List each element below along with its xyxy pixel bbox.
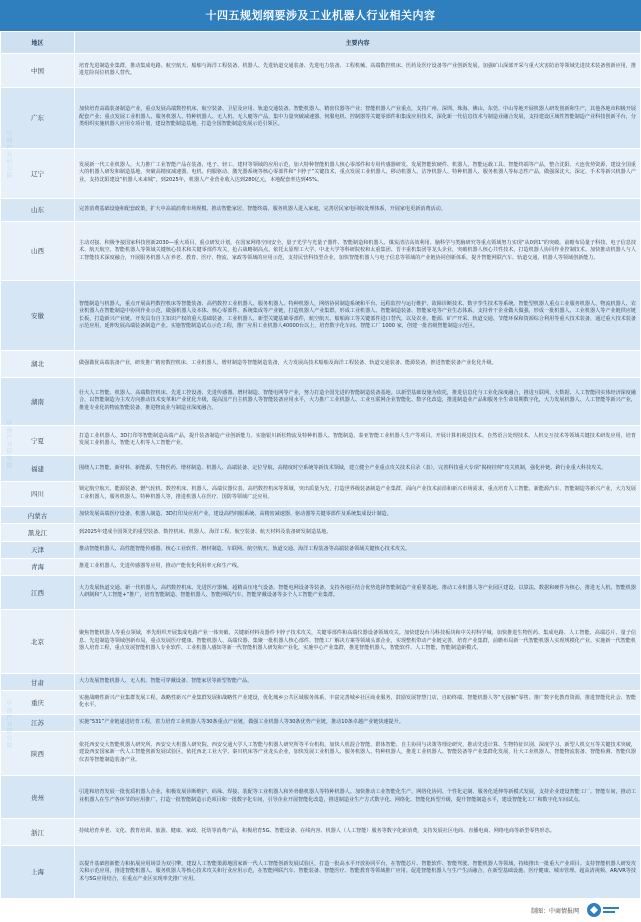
region-cell: 山西 (1, 221, 75, 280)
content-cell: 到2025年建成全国领先的重型装备、数控机床、机器人、海洋工程、航空装备、航天材料及装备研发制造基地。 (75, 524, 641, 541)
table-row (1, 775, 641, 819)
source-credit: 制图：中商情报网 (530, 908, 579, 915)
content-cell: 完善消费基础设施和配套政策，扩大中高端消费市场规模。推动智能家居、智能终端、服务机器人进入家庭，完善居民家电回收处理体系，开展家电更新消费活动。 (75, 198, 641, 221)
table-row (1, 198, 641, 221)
content-cell: 大力发展轨道交通、新一代机器人、高档数控机床、先进医疗器械、超精高压电气设备、智能电网设备等装备，支持各地区结合优势选择智能制造产业重要基地。推动工业机器人等产业园区建设。以算法、数据和硬件为核心，推进无人机、智能机器人研制和“人工智能+”推广，培育智能制造、智能机器人、智能网联汽车、智能穿戴设备等多个人工智能产业集群。 (75, 576, 641, 610)
company-logo-icon (585, 901, 621, 919)
table-row (1, 731, 641, 775)
content-cell: 推进工业机器人、先进传感器等应用，推动产能优化利用率元和生产线。 (75, 558, 641, 575)
table-row (1, 714, 641, 731)
region-cell: 山东 (1, 198, 75, 221)
table-body (1, 54, 641, 899)
table-row (1, 87, 641, 148)
content-cell: 聚焦智能机器人等重点领域，率先组织开展集成电路产业一体突破、关键新材料及器件卡脖子技术攻关，关键零部件和高端仪器设备领域攻关。加快建设台马科技板块和中关村科学城，加快推进生物医药、集成电路、人工智能、高端芯片、量子信息、先进制造等领域创新布局，重点发展医疗健康、智能机器人、高端仪器、集聚一批机器人核心部件、智能工厂解决方案等领域头部企业，实现整机带动产业链完善，培育产业集群，前瞻布局新一代智能机器人实现规模化产业。实施新一代智能机器人培育工程，重点发展智能机器人专业软件、工业机器人感知等新一代智能机器人研发和产业化，实施中心产业集群，推进智能机器人、智能软件、人工智能、智能制造新模式。 (75, 609, 641, 673)
region-cell: 宁夏 (1, 425, 75, 456)
table-row (1, 281, 641, 351)
content-cell: 加快培育高端装备制造产业，重点发展高端数控机床、航空装备、卫星及应用、轨道交通装备、智能机器人、精密仪器等产业；智能机器人产业重点，支持广州、深圳、珠海、佛山、东莞、中山等地开展机器人研发创新和生产，其他各地市积极开展配套产业；重点发展工业机器人、服务机器人、特种机器人、无人机、无人艇等产品，集中力量突破减速器、伺服电机、控制器等关键零部件和集成应用技术，深化新一代信息技术与制造业融合发展，支持建设区域性智能制造产业科技创新平台，分类组织实施机器人应用专项计划，建设智能制造基地，打造全国智能制造发展示范引领区。 (75, 87, 641, 148)
table-row (1, 456, 641, 481)
table-row (1, 691, 641, 714)
region-cell: 江苏 (1, 714, 75, 731)
content-cell: 智能制造与机器人，重点开展高档数控机床等智能装备、高档数控工业机器人、服务机器人、特种机器人，网络协同制造系统和平台、远程监控与运行维护、故障诊断技术、数字孪生技术等系统。智能型机器人重点工业服务机器人、物流机器人、农业机器人在智能制造中协同作业示范，做强机器人及本体、核心零部件、系统集成等产业链，打造机器人产业集群。形成工业机器人、智能制造装备、智能家电等产业生态体系。支持骨干企业做大做强，形成一批机器人、工业机器人等产业链供应链长板，打造新兴产业链。开发具有自主知识产权的重大基础装备，工业机器人、新型关键基础零部件，航空航天、船舶海工等关键部件进口替代，以及农业、能源、矿产开采、轨道交通、节能环保和资源综合利用等重大技术装备，通过重大技术装备示范应用，延伸发展高端装备制造产业。实施智能制造试点示范工程，推广应用工业机器人40000台以上，培育数字化车间、智能工厂 1000 家，创建一批省级智能制造示范区。 (75, 281, 641, 351)
content-cell: 引进和培育发展一批优质机器人企业，积极发展诊断维护、码垛、焊接、装配等工业机器人和外骨骼机器人等特种机器人。加快推动工业智能化生产、网络化协同、个性化定制、服务化延伸等新模式发展，支持企业建设智能工厂、智能车间，推动工业机器人在生产各环节的应用推广，打造一批智能制造示范项目和一批数字化车间，引导企业开展智能化改造，推进制造业生产方式数字化、网络化、智能化转型升级，提升智能制造水平，建设智能化工厂和数字化车间试点。 (75, 775, 641, 819)
header-region: 地区 (1, 32, 75, 54)
table-row (1, 673, 641, 690)
table-row (1, 558, 641, 575)
table-row (1, 351, 641, 377)
region-cell: 内蒙古 (1, 506, 75, 523)
region-cell: 安徽 (1, 281, 75, 351)
table-row (1, 54, 641, 88)
content-cell: 以提升基础创新能力和拓展应用场景为双引擎，建设人工智能策源地国家新一代人工智能创新发展试验区，打造一批高水平开放协同平台，在智能芯片、智能软件、智能驾驶、智能机器人等领域，持续推出一批重大产业项目。支持智能机器人研发攻关和示范应用，推进智能机器人、服务机器人等核心技术攻关和行业应用示范，在智能网联汽车、智能装备、智能医疗、智能教育等领域推广应用。促进智能机器人与生产生活融合，在新型基础设施、医疗健康、城市管理、超高清视频、AR/VR等技术与5G应用结合，在重点产业区实现率先推广应用。 (75, 845, 641, 898)
table-row (1, 541, 641, 558)
content-cell: 做强做优高端装备产业，研发推广精密数控机床、工业机器人、增材制造等智能制造装备，大力发展高技术船舶及海洋工程装备、轨道交通装备、能源装备，推进智能装备产业化化升级。 (75, 351, 641, 377)
region-cell: 黑龙江 (1, 524, 75, 541)
region-cell: 甘肃 (1, 673, 75, 690)
content-cell: 持续培育养老、文化、教育培训、旅游、健康、家政、托幼等消费产品，积极培育5G、智能设备、在线内容、机器人（人工智能）服务等数字化新消费，支持发展社区电商、直播电商、网络电商等新型零售形态。 (75, 819, 641, 845)
table-row (1, 524, 641, 541)
region-cell: 四川 (1, 481, 75, 506)
region-cell: 重庆 (1, 691, 75, 714)
header-content: 主要内容 (75, 32, 641, 54)
watermark-left-1: 中商产业研究院 (5, 130, 12, 179)
content-cell: 壮大人工智能、机器人、高端数控机床、先进工控设备、先进传感器、增材制造、智能电网等产业，努力打造全国先进的智能制造装备基地。以新型基础设施为依托，推进信息化与工业化深度融合，推进互联网、大数据、人工智能同实体经济深度融合，以智能制造为主攻方向推动技术变革和产业优化升级，提高国产自主机器人等智能装备应用水平，大力推广工业机器人、工业互联网企业智能化、数字化改造，推进制造业产品和服务全生命周期数字化，大力发展机器人、人工智能等新兴产业，推进专业化的物流智能装备，推进物流业与制造业深度融合。 (75, 377, 641, 425)
table-row (1, 148, 641, 198)
content-cell: 实施战略性新兴产业集群发展工程。战略性新兴产业集群发展和战略性产业建设，优化城乡公共区域服务体系，丰富完善城乡社区商业服务，鼓励发展智慧门店，自助终端、智能机器人等“无接触”零售。推广数字化教育资源，推进智能化社会、智能化水平。 (75, 691, 641, 714)
table-row (1, 845, 641, 898)
table-header-row (1, 32, 641, 54)
region-cell: 天津 (1, 541, 75, 558)
content-cell: 锁定航空航天、能源装备、燃气轮机、数控机床、机器人、高端仪器仪表、高档数控机床等领域，突出质量为先，打造世界级装备制造产业集群，面向产业技术前沿和新兴市场需求，重点培育人工智能、新能源汽车、智能制造等新兴产业，大力发展工业机器人，服务机器人、特种机器人等，推进机器人在医疗、国防等领域广泛应用。 (75, 481, 641, 506)
content-cell: 依托西安交大智能机器人研究所、西安交大机器人研究院、西安交通大学人工智能与机器人研究所等平台机构，加快人机混合智能、群体智能、自主协同与决策等理论研究，推动先进计算、生物特征识别、深度学习、新型人机交互等关键技术突破，建设西安国家新一代人工智能创新发展试验区，依托西北工业大学、秦川机床等产业龙头企业，加快发展工业机器人、服务机器人、特种机器人，推进工业机器人、智能装备等产业集群化发展，壮大工业机器人、智能物流装备、智能检测、智能仪器仪表等智能制造装备产业。 (75, 731, 641, 775)
table-row (1, 609, 641, 673)
region-cell: 湖北 (1, 351, 75, 377)
table-row (1, 481, 641, 506)
region-cell: 浙江 (1, 819, 75, 845)
content-cell: 主动对接、积极争接国家科技创新2030—重大项目，重点研发计划，在国家网络空间安全、量子光学与光量子器件、智能制造和机器人、煤炭清洁高效利用、脑科学与类脑研究等重点领域努力实现“从0到1”的突破。前瞻布局量子科技、电子信息技术、航天航空、智能机器人等领域关键核心技术和关键零部件攻关，抢占战略制高点。依托太原理工大学、中北大学等科研院校和太重集团、晋丰重机集团等龙头企业，突破机器人核心共性技术，打造机器人协同作业控制技术。加快推动机器人与人工智能技术深度融合，开展服务机器人在养老、教育、医疗、物流、家政等领域的应用示范，支持民营科技型企业，加快智能机器人与电子信息等领域的产业链协同创新体系，提升智能网联汽车、轨道交通、机器人等领域创新能力。 (75, 221, 641, 280)
watermark-left-3: 中商产业研究院 (5, 700, 12, 749)
table-row (1, 425, 641, 456)
table-row (1, 819, 641, 845)
region-cell: 湖南 (1, 377, 75, 425)
region-cell: 上海 (1, 845, 75, 898)
table-row (1, 377, 641, 425)
region-cell: 江西 (1, 576, 75, 610)
content-cell: 发展新一代工业机器人，大力推广工业智能产品在装备、电子、轻工、建材等领域的应用示范，加大特种智能机器人核心零部件和专用传感器研发。发展智能软硬件、机器人、智能运载工具、智能终端等产品，整合沈阳、大连优势资源，建设全国重大的机器人研发和制造基地，突破高精度减速器、电机、伺服驱动、激光器系统等核心零部件和“卡脖子”关键技术，重点发展工业机器人、移动机器人、洁净机器人、特种机器人、服务机器人等标志性产品，做强深沈大、深定、手术等新兴机器人产业。支持沈阳建设“机器人未来城”，到2025年，机器人产业营业收入达到280亿元，本地配套率达到45%。 (75, 148, 641, 198)
content-cell: 推动智能机器人、高性能智能传感器、核心工业软件、增材制造、车联网、航空航天、轨道交通、海洋工程装备等高端装备领域关键核心技术攻关。 (75, 541, 641, 558)
content-cell: 加快发展高端医疗设备、机器人制造、3D打印及应用产业，建设高档伺服系统、高精密减速器、驱动器等关键零部件及系统集成设计制造。 (75, 506, 641, 523)
content-cell: 实施“531”产业链递进培育工程，着力培育工业机器人等30条重点产业链，做强工业机器人等30条优势产业链，推动10条卓越产业链快速提升。 (75, 714, 641, 731)
footer (0, 899, 641, 922)
table-row (1, 221, 641, 280)
region-cell: 北京 (1, 609, 75, 673)
watermark-left-2: 中商产业研究院 (5, 420, 12, 469)
region-cell: 贵州 (1, 775, 75, 819)
table-row (1, 576, 641, 610)
page-title: 十四五规划纲要涉及工业机器人行业相关内容 (0, 0, 641, 31)
region-cell: 广东 (1, 87, 75, 148)
region-cell: 辽宁 (1, 148, 75, 198)
region-cell: 青海 (1, 558, 75, 575)
content-cell: 围绕人工智能、新材料、新能源、生物医药、增材制造、机器人、高端装备、定位导航、高精度时空系统等新技术领域，建立健全产业重点攻关技术目录（表），完善科技重大专项“揭榜挂帅”攻关机制，强化补链、跨行业重大科技攻关。 (75, 456, 641, 481)
region-cell: 陕西 (1, 731, 75, 775)
table-row (1, 506, 641, 523)
content-cell: 培育先进制造业集群，推动集成电路、航空航天、船舶与海洋工程装备、机器人、先进轨道交通装备、先进电力装备、工程机械、高端数控机床、医药及医疗设备等产业创新发展。加强矿山深部开采与重大灾害防治等领域先进技术装备创新应用，推进危险岗位机器人替代。 (75, 54, 641, 88)
policy-table (0, 31, 641, 899)
region-cell: 中国 (1, 54, 75, 88)
content-cell: 大力发展智能机器人、无人机、智能可穿戴设备、智能家居等新型智能产品。 (75, 673, 641, 690)
content-cell: 打造工业机器人、3D打印等智能制造高端产品，提升装备制造产业创新能力。实施银川新松物流及特种机器人、智能制造、泰亚智能工业机器人生产等项目。开展计算机视觉技术、自然语言处理技术、人机交互技术等领域关键技术研发应用，培育发展工业机器人、智能无人机等人工智能产业。 (75, 425, 641, 456)
region-cell: 福建 (1, 456, 75, 481)
